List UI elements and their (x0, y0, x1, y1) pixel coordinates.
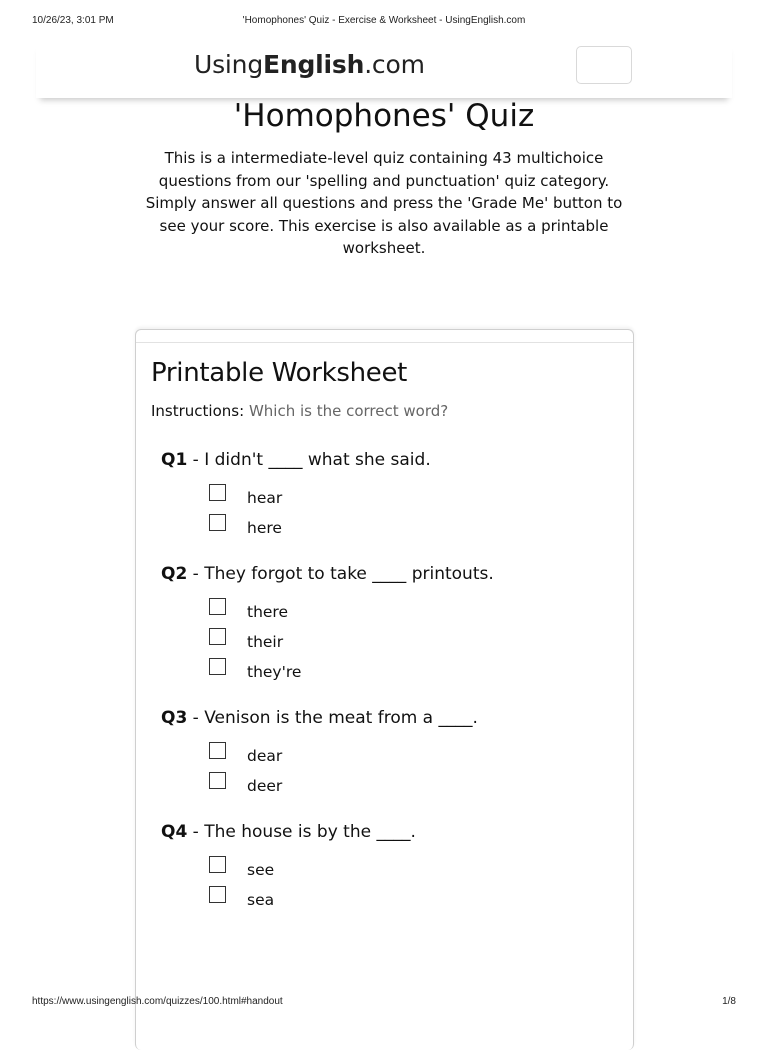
answer-option[interactable] (161, 658, 621, 688)
question-prompt: - Venison is the meat from a ____. (187, 708, 478, 728)
answer-label: they're (247, 663, 302, 681)
answer-label: their (247, 633, 284, 651)
worksheet-card (135, 329, 634, 1050)
question-text (161, 562, 621, 590)
quiz-intro: This is a intermediate-level quiz containing 43 multichoice questions from our 'spelling and punctuation' quiz category. Simply answer all questions and press the 'Grade Me' button to see your score. This exercise is also available as a printable worksheet. (145, 149, 623, 257)
answer-checkbox[interactable] (209, 484, 226, 501)
question-2 (161, 562, 621, 688)
answer-label: deer (247, 777, 283, 795)
question-prompt: - I didn't ____ what she said. (187, 450, 431, 470)
print-page-number: 1/8 (722, 996, 736, 1007)
answer-label: sea (247, 891, 275, 909)
answer-label: there (247, 603, 289, 621)
question-text (161, 706, 621, 734)
answer-option[interactable] (161, 742, 621, 772)
print-header (32, 15, 736, 31)
question-text (161, 820, 621, 848)
question-number: Q3 (161, 708, 188, 728)
answer-checkbox[interactable] (209, 772, 226, 789)
question-number: Q2 (161, 564, 188, 584)
answer-checkbox[interactable] (209, 658, 226, 675)
question-prompt: - The house is by the ____. (187, 822, 416, 842)
answer-checkbox[interactable] (209, 742, 226, 759)
answer-label: dear (247, 747, 283, 765)
answer-option[interactable] (161, 628, 621, 658)
answer-checkbox[interactable] (209, 598, 226, 615)
answer-label: hear (247, 489, 283, 507)
question-number: Q1 (161, 450, 188, 470)
answer-option[interactable] (161, 856, 621, 886)
question-prompt: - They forgot to take ____ printouts. (187, 564, 494, 584)
print-datetime: 10/26/23, 3:01 PM (32, 15, 114, 26)
answer-option[interactable] (161, 514, 621, 544)
worksheet-title: Printable Worksheet (151, 358, 408, 388)
print-url: https://www.usingenglish.com/quizzes/100.html#handout (32, 996, 283, 1007)
instructions-text: Which is the correct word? (248, 402, 449, 420)
question-text (161, 448, 621, 476)
logo-suffix: .com (364, 50, 425, 79)
question-4 (161, 820, 621, 916)
card-divider (136, 342, 633, 343)
answer-label: see (247, 861, 275, 879)
answer-checkbox[interactable] (209, 856, 226, 873)
site-logo[interactable] (194, 50, 425, 79)
instructions (151, 402, 448, 420)
print-document-title: 'Homophones' Quiz - Exercise & Worksheet - UsingEnglish.com (242, 15, 526, 26)
question-3 (161, 706, 621, 802)
answer-checkbox[interactable] (209, 514, 226, 531)
question-number: Q4 (161, 822, 188, 842)
answer-checkbox[interactable] (209, 886, 226, 903)
logo-bold: English (262, 50, 365, 79)
instructions-label: Instructions: (151, 402, 245, 420)
answer-checkbox[interactable] (209, 628, 226, 645)
answer-option[interactable] (161, 484, 621, 514)
question-1 (161, 448, 621, 544)
answer-option[interactable] (161, 886, 621, 916)
answer-option[interactable] (161, 598, 621, 628)
logo-prefix: Using (194, 50, 263, 79)
site-header (36, 42, 732, 98)
print-footer (32, 996, 736, 1012)
page-title: 'Homophones' Quiz (233, 98, 535, 134)
answer-option[interactable] (161, 772, 621, 802)
answer-label: here (247, 519, 282, 537)
menu-button[interactable] (576, 46, 632, 84)
